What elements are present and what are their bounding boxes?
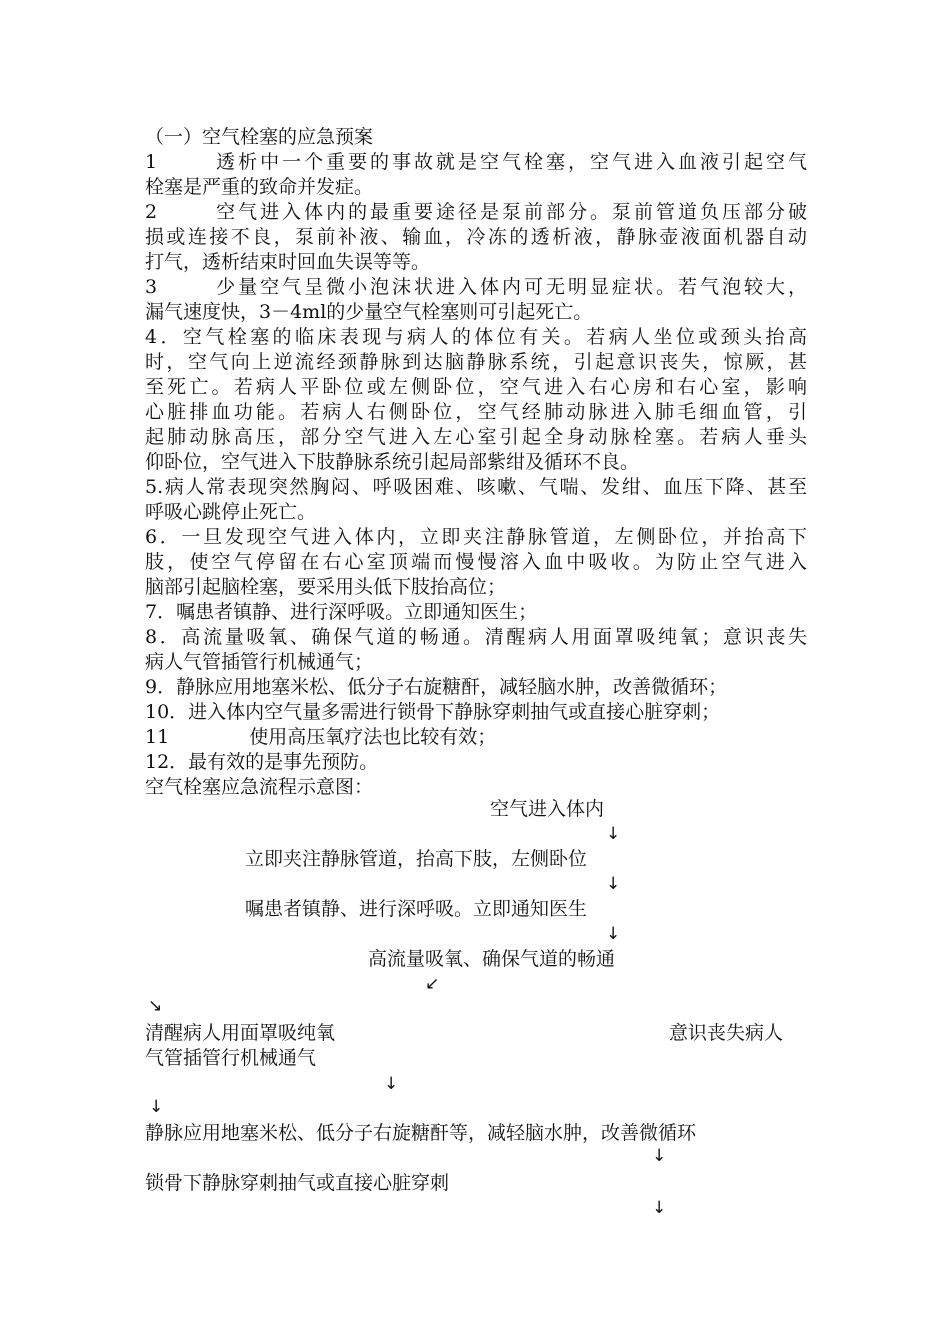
flow-step-2: 立即夹注静脉管道，抬高下肢，左侧卧位 [245, 848, 588, 870]
flow-step-4: 高流量吸氧、确保气道的畅通 [368, 948, 616, 970]
item-8-line-1: 8．高流量吸氧、确保气道的畅通。清醒病人用面罩吸纯氧；意识丧失 [145, 626, 807, 648]
item-4-line-5: 起肺动脉高压，部分空气进入左心室引起全身动脉栓塞。若病人垂头 [145, 426, 807, 448]
flow-heading: 空气栓塞应急流程示意图： [145, 776, 374, 798]
item-2-line-3: 打气，透析结束时回血失误等等。 [145, 251, 431, 273]
item-1-line-1: 1 透析中一个重要的事故就是空气栓塞，空气进入血液引起空气 [145, 151, 807, 173]
item-4-line-3: 至死亡。若病人平卧位或左侧卧位，空气进入右心房和右心室，影响 [145, 376, 807, 398]
arrow-down-icon: ↓ [606, 824, 621, 844]
item-7: 7．嘱患者镇静、进行深呼吸。立即通知医生； [145, 601, 538, 623]
section-title: （一）空气栓塞的应急预案 [145, 126, 374, 148]
item-4-line-6: 仰卧位，空气进入下肢静脉系统引起局部紫绀及循环不良。 [145, 451, 640, 473]
flow-step-3: 嘱患者镇静、进行深呼吸。立即通知医生 [245, 898, 588, 920]
document-body [145, 125, 807, 800]
item-4-line-4: 心脏排血功能。若病人右侧卧位，空气经肺动脉进入肺毛细血管，引 [145, 401, 807, 423]
item-5-line-2: 呼吸心跳停止死亡。 [145, 501, 317, 523]
arrow-down-icon: ↓ [652, 1146, 667, 1166]
arrow-se-icon: ↘ [148, 996, 163, 1016]
item-4-line-2: 时，空气向上逆流经颈静脉到达脑静脉系统，引起意识丧失，惊厥，甚 [145, 351, 807, 373]
item-1-line-2: 栓塞是严重的致命并发症。 [145, 176, 374, 198]
item-10: 10．进入体内空气量多需进行锁骨下静脉穿刺抽气或直接心脏穿刺； [145, 701, 721, 723]
item-5-line-1: 5.病人常表现突然胸闷、呼吸困难、咳嗽、气喘、发绀、血压下降、甚至 [145, 476, 807, 498]
item-8-line-2: 病人气管插管行机械通气； [145, 651, 374, 673]
flow-step-5: 静脉应用地塞米松、低分子右旋糖酐等，减轻脑水肿，改善微循环 [145, 1122, 697, 1144]
item-9: 9．静脉应用地塞米松、低分子右旋糖酐，减轻脑水肿，改善微循环； [145, 676, 728, 698]
arrow-down-icon: ↓ [606, 924, 621, 944]
item-4-line-1: 4．空气栓塞的临床表现与病人的体位有关。若病人坐位或颈头抬高 [145, 326, 807, 348]
item-11: 11 使用高压氧疗法也比较有效； [145, 726, 497, 748]
item-3-line-1: 3 少量空气呈微小泡沫状进入体内可无明显症状。若气泡较大， [145, 276, 807, 298]
item-3-line-2: 漏气速度快，3－4ml的少量空气栓塞则可引起死亡。 [145, 301, 593, 323]
item-6-line-2: 肢，使空气停留在右心室顶端而慢慢溶入血中吸收。为防止空气进入 [145, 551, 807, 573]
item-6-line-3: 脑部引起脑栓塞，要采用头低下肢抬高位； [145, 576, 507, 598]
arrow-down-icon: ↓ [606, 874, 621, 894]
flow-branch-right: 意识丧失病人 [669, 1022, 784, 1044]
arrow-down-icon: ↓ [652, 1198, 667, 1218]
item-6-line-1: 6．一旦发现空气进入体内，立即夹注静脉管道，左侧卧位，并抬高下 [145, 526, 807, 548]
flow-branch-left: 清醒病人用面罩吸纯氧 [145, 1022, 336, 1044]
arrow-sw-icon: ↙ [425, 974, 440, 994]
item-12: 12．最有效的是事先预防。 [145, 751, 379, 773]
item-2-line-1: 2 空气进入体内的最重要途径是泵前部分。泵前管道负压部分破 [145, 201, 807, 223]
item-2-line-2: 损或连接不良，泵前补液、输血，冷冻的透析液，静脉壶液面机器自动 [145, 226, 807, 248]
arrow-down-icon: ↓ [149, 1097, 164, 1117]
arrow-down-icon: ↓ [384, 1074, 399, 1094]
flow-step-6: 锁骨下静脉穿刺抽气或直接心脏穿刺 [145, 1172, 450, 1194]
flow-branch-right-2: 气管插管行机械通气 [145, 1047, 317, 1069]
flow-step-1: 空气进入体内 [490, 798, 605, 820]
